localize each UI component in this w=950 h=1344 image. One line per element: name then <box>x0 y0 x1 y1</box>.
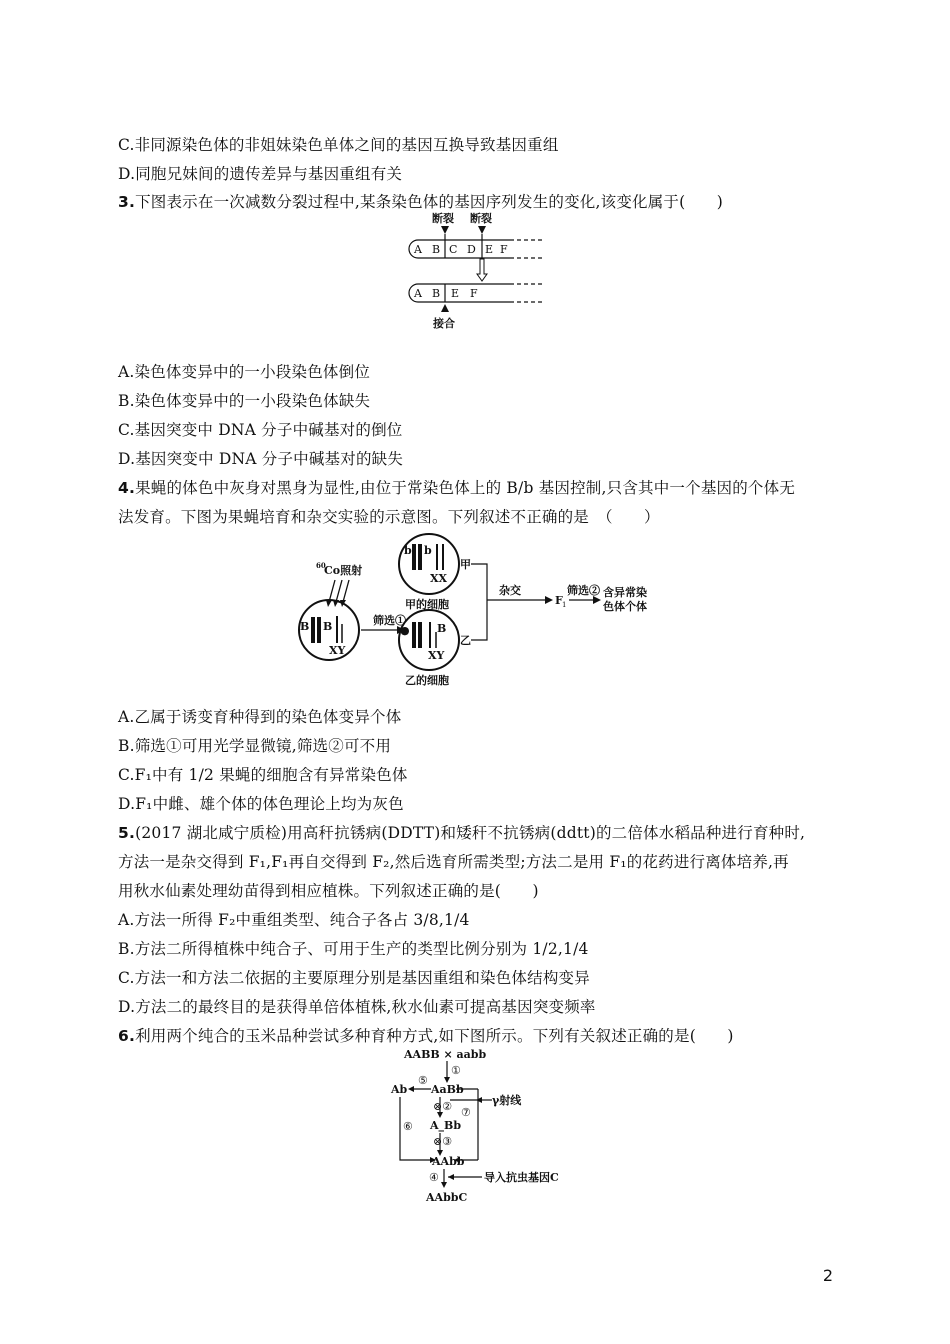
q6-step3: ⊗③ <box>433 1135 453 1148</box>
q4-yi-label: 乙的细胞 <box>405 674 449 687</box>
q5-stem-line3: 用秋水仙素处理幼苗得到相应植株。下列叙述正确的是( ) <box>118 882 539 900</box>
q5-stem-text-1: (2017 湖北咸宁质检)用高秆抗锈病(DDTT)和矮秆不抗锈病(ddtt)的二倍体水稻品种进行育种时, <box>135 824 806 842</box>
q6-gamma-label: γ射线 <box>492 1094 522 1107</box>
q4-original-xy: XY <box>329 644 346 657</box>
q3-bottom-gene-f: F <box>470 287 478 300</box>
q4-yi-circle-mark: ● <box>400 624 410 637</box>
q4-option-d: D.F₁中雌、雄个体的体色理论上均为灰色 <box>118 795 404 813</box>
q4-yi-chrom-1 <box>412 622 416 648</box>
q4-original-gene-b1: B <box>300 620 310 633</box>
q4-option-b: B.筛选①可用光学显微镜,筛选②可不用 <box>118 737 392 755</box>
q4-original-chrom-1 <box>311 617 315 643</box>
q3-join-arrow <box>441 304 449 312</box>
q6-figure <box>384 1044 574 1204</box>
q6-final: AAbbC <box>426 1191 468 1204</box>
q4-f1-label: F <box>555 594 563 607</box>
q6-insert-head <box>448 1174 454 1180</box>
q3-break-label-2: 断裂 <box>470 212 492 225</box>
q4-screen1-label: 筛选① <box>373 614 406 627</box>
q4-screen2-label: 筛选② <box>567 584 600 597</box>
q3-top-gene-b: B <box>432 243 441 256</box>
q4-yi-mark: 乙 <box>460 634 471 647</box>
q6-stem-text: 利用两个纯合的玉米品种尝试多种育种方式,如下图所示。下列有关叙述正确的是( ) <box>135 1027 734 1045</box>
q6-step6: ⑥ <box>403 1120 413 1133</box>
q4-figure <box>295 528 665 688</box>
q4-yi-chrom-2 <box>418 622 422 648</box>
q3-stem-text: 下图表示在一次减数分裂过程中,某条染色体的基因序列发生的变化,该变化属于( ) <box>135 193 724 211</box>
q4-ray-1 <box>329 580 335 602</box>
q4-ray-3 <box>343 580 349 602</box>
q4-jia-gene-b2: b <box>424 544 432 557</box>
q4-jia-chrom-2 <box>418 544 422 570</box>
q4-jia-gene-b1: b <box>404 544 412 557</box>
q5-number: 5. <box>118 824 136 842</box>
q5-option-b: B.方法二所得植株中纯合子、可用于生产的类型比例分别为 1/2,1/4 <box>118 940 589 958</box>
q6-a-bb: A_Bb <box>430 1119 462 1132</box>
q3-down-arrow <box>477 259 487 281</box>
q3-top-gene-c: C <box>449 243 458 256</box>
q4-yi-xy: XY <box>428 649 445 662</box>
q4-radiation-label: Co照射 <box>324 564 363 577</box>
q5-stem-line2: 方法一是杂交得到 F₁,F₁再自交得到 F₂,然后选育所需类型;方法二是用 F₁的花药进行离体培养,再 <box>118 853 789 871</box>
q4-result-line1: 含异常染 <box>603 586 647 599</box>
q4-option-c: C.F₁中有 1/2 果蝇的细胞含有异常染色体 <box>118 766 408 784</box>
q6-step5: ⑤ <box>418 1074 428 1087</box>
q3-top-gene-a: A <box>414 243 422 256</box>
q4-result-line2: 色体个体 <box>603 600 647 613</box>
q6-arrow-4-head <box>441 1182 447 1188</box>
q3-bottom-gene-b: B <box>432 287 441 300</box>
q3-top-gene-e: E <box>485 243 494 256</box>
q6-gamma-pointer-head <box>476 1097 482 1103</box>
q3-figure <box>400 208 550 338</box>
q3-number: 3. <box>118 193 136 211</box>
q4-cross-head <box>545 596 553 604</box>
q4-jia-label: 甲的细胞 <box>405 598 449 611</box>
q3-top-chromosome <box>409 240 510 258</box>
q6-insert-label: 导入抗虫基因C <box>484 1171 559 1184</box>
q4-ray-2 <box>336 580 342 602</box>
q3-join-label: 接合 <box>433 317 455 330</box>
q4-original-gene-b2: B <box>323 620 333 633</box>
q4-jia-xx: XX <box>430 572 448 585</box>
q6-ab: Ab <box>391 1083 408 1096</box>
q6-f1: AaBb <box>431 1083 464 1096</box>
q3-break-arrow-1 <box>441 226 449 234</box>
q3-top-gene-f: F <box>500 243 508 256</box>
q3-break-label-1: 断裂 <box>432 212 454 225</box>
q4-stem-line1 <box>118 476 795 498</box>
q4-stem-line2: 法发育。下图为果蝇培育和杂交实验的示意图。下列叙述不正确的是 （ ） <box>118 508 660 526</box>
q6-stem <box>118 1024 734 1046</box>
q2-option-c: C.非同源染色体的非姐妹染色单体之间的基因互换导致基因重组 <box>118 136 559 154</box>
q6-step2: ⊗② <box>433 1100 453 1113</box>
q6-arrow-5-head <box>408 1086 414 1092</box>
q4-cross-bracket <box>471 564 487 640</box>
q3-option-b: B.染色体变异中的一小段染色体缺失 <box>118 392 371 410</box>
q3-option-c: C.基因突变中 DNA 分子中碱基对的倒位 <box>118 421 403 439</box>
q3-option-d: D.基因突变中 DNA 分子中碱基对的缺失 <box>118 450 404 468</box>
q4-jia-cell <box>399 534 459 594</box>
q5-stem-line1 <box>118 821 805 843</box>
q4-jia-mark: 甲 <box>460 558 471 571</box>
q5-option-a: A.方法一所得 F₂中重组类型、纯合子各占 3/8,1/4 <box>118 911 470 929</box>
q4-original-chrom-2 <box>317 617 321 643</box>
q3-bottom-gene-e: E <box>451 287 460 300</box>
q3-top-gene-d: D <box>467 243 476 256</box>
q4-stem-text-1: 果蝇的体色中灰身对黑身为显性,由位于常染色体上的 B/b 基因控制,只含其中一个基因的个体无 <box>135 479 796 497</box>
q4-number: 4. <box>118 479 136 497</box>
q6-step7: ⑦ <box>461 1106 471 1119</box>
q5-option-d: D.方法二的最终目的是获得单倍体植株,秋水仙素可提高基因突变频率 <box>118 998 596 1016</box>
q2-option-d: D.同胞兄妹间的遗传差异与基因重组有关 <box>118 165 403 183</box>
q4-cross-label: 杂交 <box>499 584 521 597</box>
q3-option-a: A.染色体变异中的一小段染色体倒位 <box>118 363 371 381</box>
q4-yi-gene-b: B <box>437 622 447 635</box>
q3-break-arrow-2 <box>478 226 486 234</box>
q6-number: 6. <box>118 1027 136 1045</box>
q4-f1-sub: 1 <box>562 601 567 609</box>
q3-bottom-chromosome <box>409 284 510 302</box>
q6-step1: ① <box>451 1064 461 1077</box>
q4-radiation-sup: 60 <box>316 561 326 570</box>
q6-step4: ④ <box>429 1171 439 1184</box>
q6-parents: AABB × aabb <box>404 1048 487 1061</box>
q6-aabb: AAbb <box>432 1155 465 1168</box>
q4-screen2-head <box>593 596 601 604</box>
q5-option-c: C.方法一和方法二依据的主要原理分别是基因重组和染色体结构变异 <box>118 969 590 987</box>
page-number: 2 <box>822 1266 833 1285</box>
q4-option-a: A.乙属于诱变育种得到的染色体变异个体 <box>118 708 402 726</box>
q4-jia-chrom-1 <box>412 544 416 570</box>
q3-bottom-gene-a: A <box>414 287 422 300</box>
